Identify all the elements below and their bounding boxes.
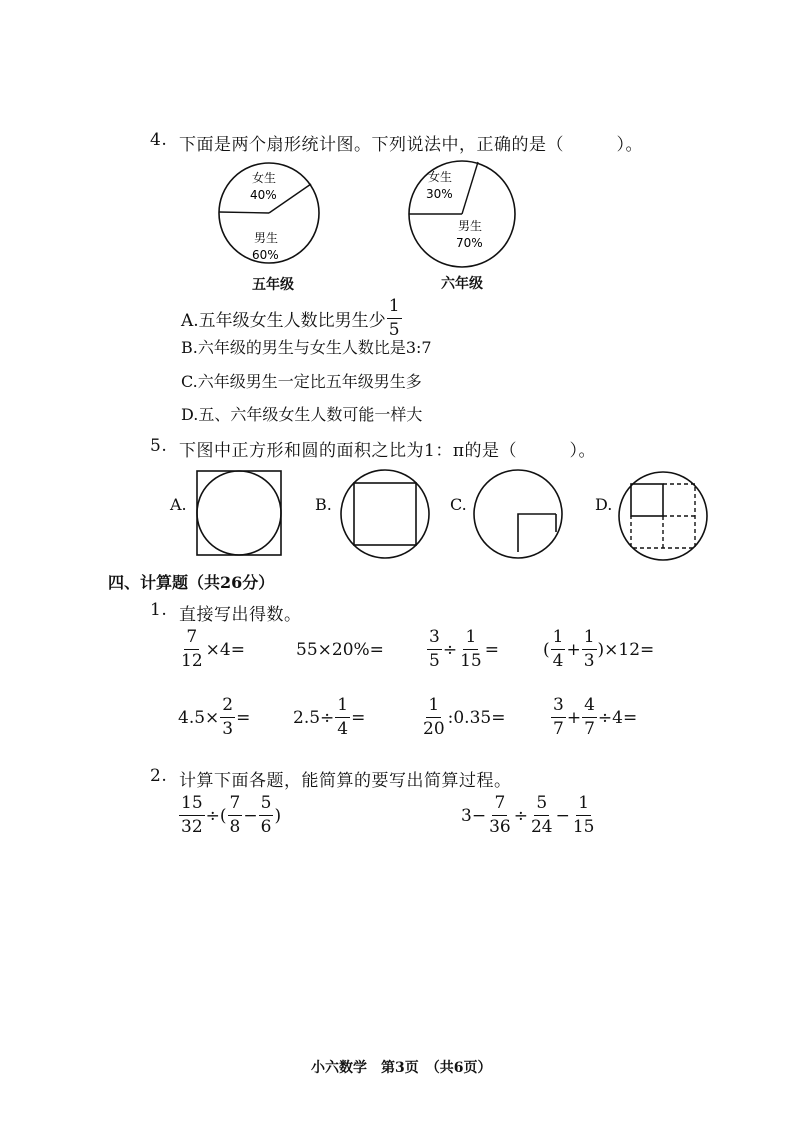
- expr-2: 55×20%=: [296, 640, 384, 660]
- q5-label-d: D.: [595, 495, 613, 514]
- expr-4: ( $\frac{1}{4}$ + $\frac{1}{3}$ )×12=: [543, 627, 655, 671]
- problem-1: $\frac{15}{32}$ ÷( $\frac{7}{8}$ − $\frac{5}{6}$ ): [181, 793, 282, 837]
- s2-text: 计算下面各题，能简算的要写出简算过程。: [179, 771, 512, 791]
- fraction-one-fifth: $\frac{1}{5}$: [388, 296, 400, 340]
- q5-number: 5.: [150, 436, 168, 456]
- option-c: C.六年级男生一定比五年级男生多: [181, 372, 422, 391]
- s1-text: 直接写出得数。: [179, 605, 302, 625]
- pie5-boy-value: 60%: [252, 248, 279, 262]
- q5-label-b: B.: [315, 495, 332, 514]
- page-footer: 小六数学 第3页 （共6页）: [311, 1060, 492, 1076]
- option-a-text: A.五年级女生人数比男生少: [181, 311, 386, 331]
- pie5-girl-value: 40%: [250, 188, 277, 202]
- expr-3: $\frac{3}{5}$ ÷ $\frac{1}{15}$ =: [429, 627, 499, 671]
- q5-text: 下图中正方形和圆的面积之比为1：π的是（ ）。: [179, 441, 596, 461]
- option-a: [181, 298, 403, 339]
- expr-6: 2.5÷ $\frac{1}{4}$ =: [293, 695, 366, 739]
- pie5-girl-label: 女生: [252, 171, 277, 185]
- option-d: D.五、六年级女生人数可能一样大: [181, 405, 423, 424]
- pie6-caption: 六年级: [441, 276, 483, 292]
- q5-label-c: C.: [450, 495, 467, 514]
- q4-text: 下面是两个扇形统计图。下列说法中，正确的是（ ）。: [179, 135, 643, 155]
- q4-number: 4.: [150, 130, 168, 150]
- pie-chart-grade6: [406, 158, 518, 270]
- pie5-boy-label: 男生: [254, 231, 279, 245]
- pie-chart-grade5: [216, 160, 322, 266]
- expr-1: $\frac{7}{12}$ ×4=: [181, 627, 245, 671]
- expr-7: $\frac{1}{20}$ :0.35=: [423, 695, 506, 739]
- figure-d-dashed-grid: [617, 470, 709, 562]
- s2-number: 2.: [150, 766, 168, 786]
- figure-c-quarter-square: [472, 468, 564, 560]
- figure-a-circle-in-square: [195, 469, 285, 559]
- option-b: B.六年级的男生与女生人数比是3:7: [181, 338, 432, 357]
- pie6-boy-label: 男生: [458, 219, 483, 233]
- pie6-girl-value: 30%: [426, 187, 453, 201]
- q5-label-a: A.: [170, 495, 187, 514]
- s1-number: 1.: [150, 600, 168, 620]
- expr-8: $\frac{3}{7}$ + $\frac{4}{7}$ ÷4=: [553, 695, 638, 739]
- pie6-boy-value: 70%: [456, 236, 483, 250]
- pie5-caption: 五年级: [252, 277, 294, 293]
- expr-5: 4.5× $\frac{2}{3}$ =: [178, 695, 251, 739]
- section-title: 四、计算题（共26分）: [108, 573, 275, 592]
- pie6-girl-label: 女生: [428, 170, 453, 184]
- figure-b-square-in-circle: [339, 468, 431, 560]
- problem-2: 3− $\frac{7}{36}$ ÷ $\frac{5}{24}$ − $\frac{1}{15}$: [461, 793, 595, 837]
